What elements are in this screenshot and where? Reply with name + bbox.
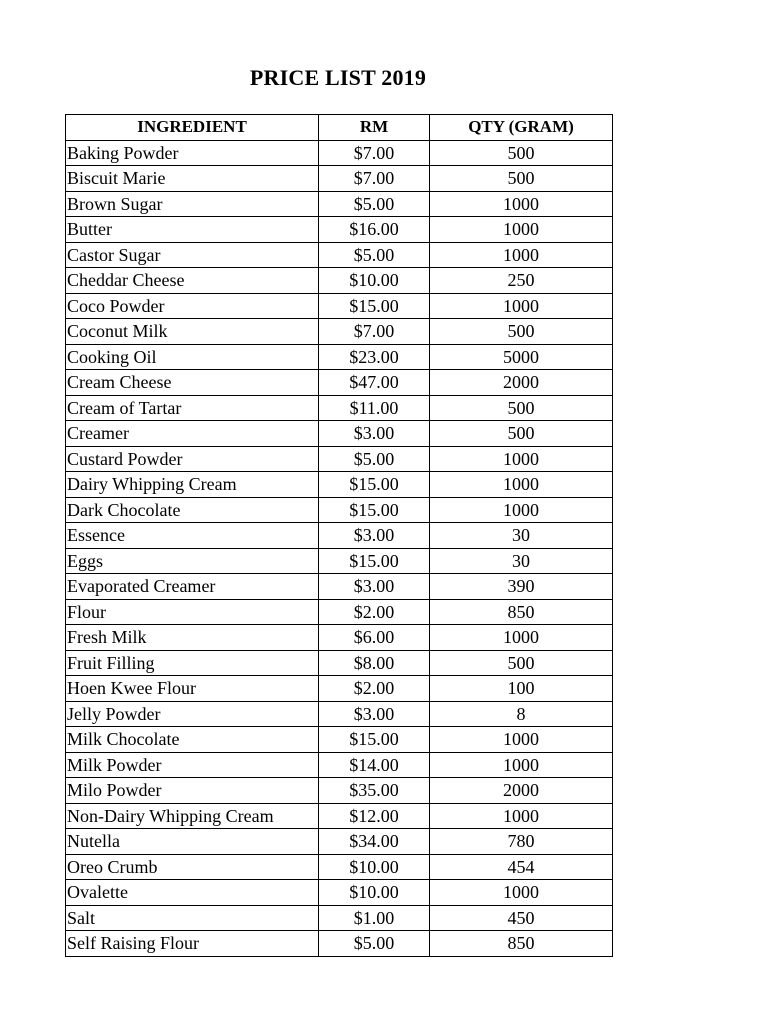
- ingredient-cell: Dark Chocolate: [66, 497, 319, 523]
- table-row: [66, 242, 613, 268]
- table-row: [66, 676, 613, 702]
- qty-cell: 250: [430, 268, 613, 294]
- price-cell: $3.00: [319, 701, 430, 727]
- qty-cell: 850: [430, 931, 613, 957]
- ingredient-cell: Dairy Whipping Cream: [66, 472, 319, 498]
- ingredient-cell: Cream of Tartar: [66, 395, 319, 421]
- ingredient-cell: Self Raising Flour: [66, 931, 319, 957]
- ingredient-cell: Milk Powder: [66, 752, 319, 778]
- price-cell: $5.00: [319, 242, 430, 268]
- qty-cell: 1000: [430, 497, 613, 523]
- qty-cell: 1000: [430, 803, 613, 829]
- header-row: [66, 115, 613, 141]
- table-row: [66, 650, 613, 676]
- price-cell: $12.00: [319, 803, 430, 829]
- ingredient-cell: Butter: [66, 217, 319, 243]
- ingredient-cell: Cheddar Cheese: [66, 268, 319, 294]
- ingredient-cell: Ovalette: [66, 880, 319, 906]
- price-cell: $5.00: [319, 931, 430, 957]
- price-cell: $6.00: [319, 625, 430, 651]
- qty-cell: 1000: [430, 293, 613, 319]
- table-row: [66, 574, 613, 600]
- table-row: [66, 217, 613, 243]
- ingredient-cell: Milo Powder: [66, 778, 319, 804]
- price-cell: $3.00: [319, 523, 430, 549]
- qty-cell: 500: [430, 421, 613, 447]
- qty-cell: 1000: [430, 217, 613, 243]
- table-row: [66, 497, 613, 523]
- price-cell: $5.00: [319, 191, 430, 217]
- qty-cell: 500: [430, 319, 613, 345]
- qty-header: QTY (GRAM): [430, 115, 613, 141]
- ingredient-cell: Brown Sugar: [66, 191, 319, 217]
- qty-cell: 500: [430, 166, 613, 192]
- table-row: [66, 854, 613, 880]
- ingredient-cell: Coco Powder: [66, 293, 319, 319]
- qty-cell: 850: [430, 599, 613, 625]
- table-row: [66, 370, 613, 396]
- price-cell: $10.00: [319, 854, 430, 880]
- qty-cell: 500: [430, 395, 613, 421]
- table-row: [66, 880, 613, 906]
- qty-cell: 1000: [430, 625, 613, 651]
- ingredient-cell: Fresh Milk: [66, 625, 319, 651]
- qty-cell: 100: [430, 676, 613, 702]
- price-cell: $7.00: [319, 319, 430, 345]
- ingredient-cell: Jelly Powder: [66, 701, 319, 727]
- ingredient-cell: Essence: [66, 523, 319, 549]
- table-row: [66, 803, 613, 829]
- ingredient-cell: Castor Sugar: [66, 242, 319, 268]
- table-row: [66, 319, 613, 345]
- table-row: [66, 472, 613, 498]
- table-row: [66, 829, 613, 855]
- ingredient-cell: Hoen Kwee Flour: [66, 676, 319, 702]
- table-row: [66, 727, 613, 753]
- table-row: [66, 395, 613, 421]
- table-row: [66, 140, 613, 166]
- ingredient-cell: Coconut Milk: [66, 319, 319, 345]
- table-row: [66, 752, 613, 778]
- price-cell: $15.00: [319, 497, 430, 523]
- table-row: [66, 523, 613, 549]
- ingredient-cell: Biscuit Marie: [66, 166, 319, 192]
- ingredient-cell: Creamer: [66, 421, 319, 447]
- ingredient-cell: Oreo Crumb: [66, 854, 319, 880]
- table-row: [66, 905, 613, 931]
- price-cell: $2.00: [319, 599, 430, 625]
- qty-cell: 450: [430, 905, 613, 931]
- ingredient-cell: Eggs: [66, 548, 319, 574]
- qty-cell: 454: [430, 854, 613, 880]
- price-cell: $3.00: [319, 574, 430, 600]
- ingredient-cell: Non-Dairy Whipping Cream: [66, 803, 319, 829]
- ingredient-cell: Salt: [66, 905, 319, 931]
- qty-cell: 500: [430, 650, 613, 676]
- table-row: [66, 268, 613, 294]
- price-cell: $7.00: [319, 140, 430, 166]
- price-cell: $1.00: [319, 905, 430, 931]
- table-row: [66, 446, 613, 472]
- table-row: [66, 191, 613, 217]
- price-cell: $5.00: [319, 446, 430, 472]
- table-row: [66, 548, 613, 574]
- ingredient-cell: Cream Cheese: [66, 370, 319, 396]
- ingredient-cell: Cooking Oil: [66, 344, 319, 370]
- ingredient-cell: Custard Powder: [66, 446, 319, 472]
- ingredient-cell: Evaporated Creamer: [66, 574, 319, 600]
- table-row: [66, 599, 613, 625]
- table-row: [66, 931, 613, 957]
- price-cell: $7.00: [319, 166, 430, 192]
- table-row: [66, 778, 613, 804]
- qty-cell: 2000: [430, 370, 613, 396]
- ingredient-cell: Fruit Filling: [66, 650, 319, 676]
- table-row: [66, 344, 613, 370]
- price-cell: $10.00: [319, 880, 430, 906]
- ingredient-cell: Flour: [66, 599, 319, 625]
- qty-cell: 390: [430, 574, 613, 600]
- table-row: [66, 701, 613, 727]
- price-cell: $15.00: [319, 293, 430, 319]
- qty-cell: 1000: [430, 727, 613, 753]
- qty-cell: 1000: [430, 752, 613, 778]
- price-cell: $16.00: [319, 217, 430, 243]
- table-body: [66, 140, 613, 956]
- price-cell: $11.00: [319, 395, 430, 421]
- price-cell: $8.00: [319, 650, 430, 676]
- table-row: [66, 421, 613, 447]
- qty-cell: 5000: [430, 344, 613, 370]
- qty-cell: 780: [430, 829, 613, 855]
- price-cell: $34.00: [319, 829, 430, 855]
- price-cell: $14.00: [319, 752, 430, 778]
- price-cell: $47.00: [319, 370, 430, 396]
- qty-cell: 1000: [430, 472, 613, 498]
- table-row: [66, 293, 613, 319]
- price-table: [65, 114, 613, 957]
- qty-cell: 8: [430, 701, 613, 727]
- qty-cell: 1000: [430, 880, 613, 906]
- ingredient-cell: Nutella: [66, 829, 319, 855]
- qty-cell: 1000: [430, 446, 613, 472]
- qty-cell: 2000: [430, 778, 613, 804]
- qty-cell: 500: [430, 140, 613, 166]
- ingredient-cell: Milk Chocolate: [66, 727, 319, 753]
- ingredient-header: INGREDIENT: [66, 115, 319, 141]
- price-cell: $10.00: [319, 268, 430, 294]
- ingredient-cell: Baking Powder: [66, 140, 319, 166]
- price-cell: $35.00: [319, 778, 430, 804]
- price-cell: $3.00: [319, 421, 430, 447]
- qty-cell: 30: [430, 523, 613, 549]
- price-cell: $15.00: [319, 548, 430, 574]
- table-header: [66, 115, 613, 141]
- page-title: PRICE LIST 2019: [249, 65, 427, 90]
- table-row: [66, 625, 613, 651]
- price-cell: $23.00: [319, 344, 430, 370]
- price-cell: $15.00: [319, 727, 430, 753]
- table-row: [66, 166, 613, 192]
- qty-cell: 1000: [430, 191, 613, 217]
- qty-cell: 1000: [430, 242, 613, 268]
- price-cell: $2.00: [319, 676, 430, 702]
- rm-header: RM: [319, 115, 430, 141]
- qty-cell: 30: [430, 548, 613, 574]
- price-cell: $15.00: [319, 472, 430, 498]
